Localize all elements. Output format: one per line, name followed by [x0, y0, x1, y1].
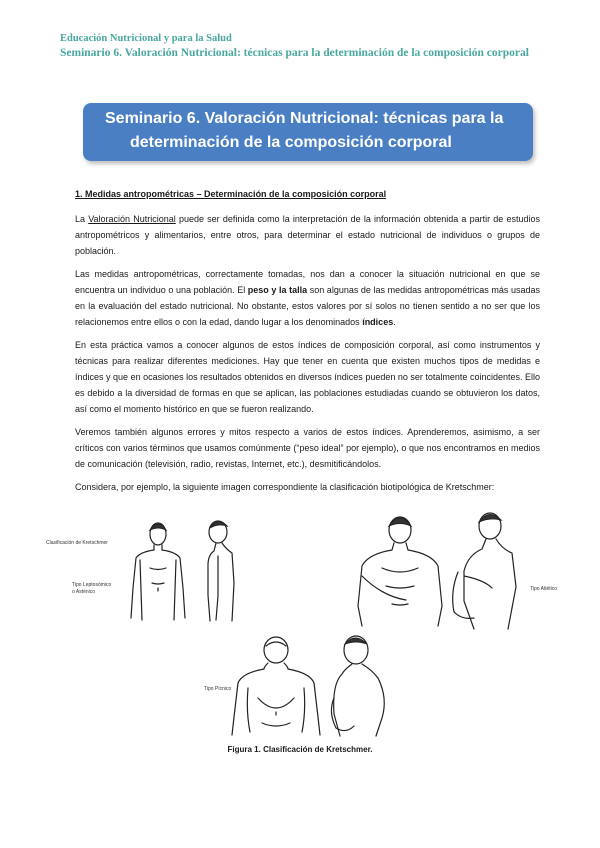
- pyknic-side-figure: [331, 636, 384, 736]
- athletic-illustration: [352, 506, 564, 630]
- leptosomic-front-figure: [131, 523, 185, 620]
- label-kretschmer-title: Clasificación de Kretschmer: [46, 540, 108, 546]
- paragraph-1-text-end: puede ser definida como la interpretación de la información obtenida a partir de estudios antropométricos y alimentarios, entre otros, para determinar el estado nutricional de individuos o grupos de población.: [75, 214, 540, 256]
- paragraph-4: Veremos también algunos errores y mitos respecto a varios de estos índices. Aprenderemos, asimismo, a ser críticos con varios términos que usamos comúnmente (“peso ideal” por ejemplo), o que nos encontramos en medios de comunicación (televisión, radio, revistas, Internet, etc.), desmitificándolos.: [75, 427, 540, 469]
- figure-caption: Figura 1. Clasificación de Kretschmer.: [227, 745, 373, 754]
- paragraph-1-text: La: [75, 214, 89, 224]
- figure-athletic-panel: [352, 506, 564, 630]
- pyknic-front-figure: [232, 637, 320, 735]
- paragraph-2-text: Las medidas antropométricas, correctamente tomadas, nos dan a conocer la situación nutricional en que se encuentra un individuo o una población. El: [75, 269, 540, 295]
- label-athletic: Tipo Atlético: [530, 586, 558, 592]
- paragraph-1: [75, 211, 540, 259]
- term-peso-talla: peso y la talla: [247, 285, 308, 295]
- athletic-front-figure: [358, 517, 442, 626]
- title-banner: [83, 103, 533, 161]
- paragraph-2-text-mid: son algunas de las medidas antropométricas más usadas en la evaluación del estado nutricional. No obstante, estos valores por sí solos no tienen sentido a no ser que los relacionemos entre ellos o con la edad, dando lugar a los denominados: [75, 285, 540, 327]
- banner-title-line-1: Seminario 6. Valoración Nutricional: técnicas para la: [105, 110, 504, 127]
- paragraph-3: En esta práctica vamos a conocer algunos de estos índices de composición corporal, así como instrumentos y técnicas para realizar diferentes mediciones. Hay que tener en cuenta que existen muchos tipos de medidas e índices y que en ocasiones los resultados obtenidos en diversos índices pueden no ser totalmente coincidentes. Ello es debido a la diversidad de formas en que se aplican, las poblaciones estudiadas cuando se obtuvieron los datos, así como el momento histórico en que se fueron realizando.: [75, 340, 540, 414]
- section-title: 1. Medidas antropométricas – Determinación de la composición corporal: [75, 189, 387, 199]
- term-valoracion-nutricional: Valoración Nutricional: [88, 214, 176, 224]
- document-header: [60, 32, 529, 61]
- paragraph-5: Considera, por ejemplo, la siguiente imagen correspondiente la clasificación biotipológica de Kretschmer:: [75, 482, 495, 492]
- leptosomic-illustration: [40, 508, 270, 626]
- figure-leptosomic-panel: [40, 508, 270, 626]
- banner-title-line-2: determinación de la composición corporal: [130, 134, 452, 151]
- seminar-subtitle: Seminario 6. Valoración Nutricional: técnicas para la determinación de la composición corporal: [60, 47, 529, 59]
- term-indices: índices: [362, 317, 394, 327]
- document-body: [75, 186, 540, 502]
- figure-pyknic-panel: [196, 628, 410, 740]
- pyknic-illustration: [196, 628, 410, 740]
- leptosomic-side-figure: [208, 521, 234, 621]
- label-leptosomic-2: o Asténico: [72, 589, 96, 595]
- athletic-side-figure: [453, 513, 516, 629]
- paragraph-2-text-end: .: [393, 317, 396, 327]
- course-title: Educación Nutricional y para la Salud: [60, 33, 232, 44]
- paragraph-2: [75, 266, 540, 330]
- label-leptosomic-1: Tipo Leptosómico: [72, 582, 112, 588]
- label-pyknic: Tipo Pícnico: [204, 686, 232, 692]
